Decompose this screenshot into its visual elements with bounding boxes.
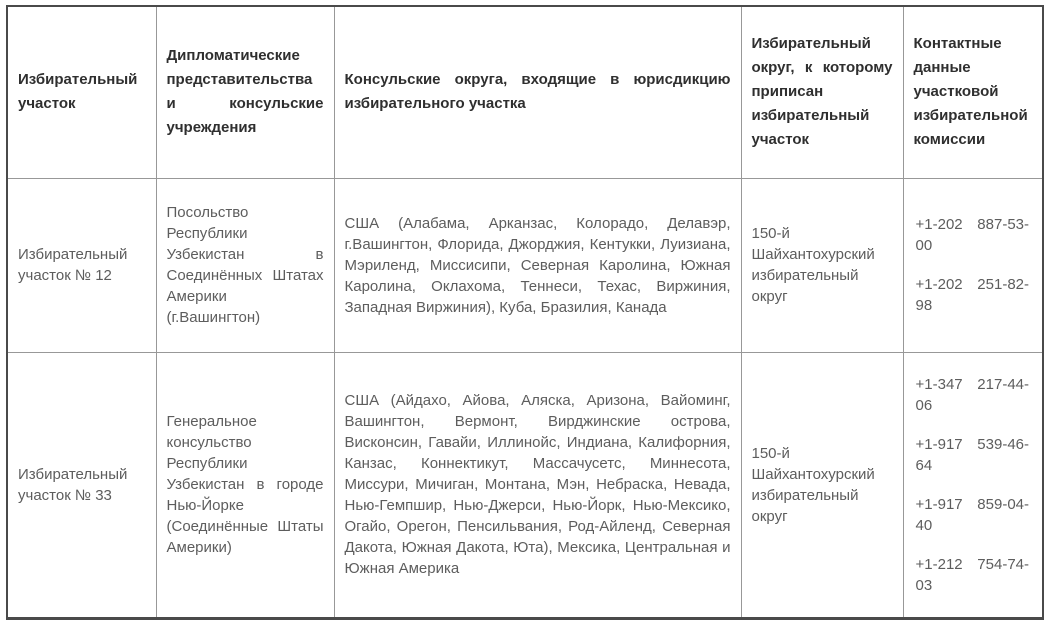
phone-number: +1-347 217-44-06 (915, 375, 1029, 414)
column-header-diplomatic-missions: Дипломатические представительства и консульские учреждения (156, 6, 334, 178)
cell-consular-districts: США (Айдахо, Айова, Аляска, Аризона, Вайоминг, Вашингтон, Вермонт, Вирджинские острова, Висконсин, Гавайи, Иллинойс, Индиана, Калифорния, Канзас, Коннектикут, Массачусетс, Миннесота, Миссури, Мичиган, Монтана, Мэн, Небраска, Невада, Нью-Гемпшир, Нью-Джерси, Нью-Йорк, Нью-Мексико, Огайо, Орегон, Пенсильвания, Род-Айленд, Северная Дакота, Южная Дакота, Юта), Мексика, Центральная и Южная Америка (334, 352, 741, 618)
cell-consular-districts: США (Алабама, Арканзас, Колорадо, Делавэр, г.Вашингтон, Флорида, Джорджия, Кентукки, Луизиана, Мэриленд, Миссисипи, Северная Каролина, Южная Каролина, Оклахома, Теннеси, Техас, Виржиния, Западная Виржиния), Куба, Бразилия, Канада (334, 178, 741, 352)
cell-precinct-number: Избирательный участок № 12 (7, 178, 156, 352)
column-header-electoral-district: Избирательный округ, к которому приписан избирательный участок (741, 6, 903, 178)
header-row (7, 6, 1043, 178)
column-header-contact-details: Контактные данные участковой избирательной комиссии (903, 6, 1043, 178)
cell-contact-phones (903, 352, 1043, 618)
polling-stations-table (6, 5, 1044, 620)
phone-number: +1-917 539-46-64 (915, 435, 1029, 474)
cell-diplomatic-mission: Генеральное консульство Республики Узбекистан в городе Нью-Йорке (Соединённые Штаты Америки) (156, 352, 334, 618)
cell-electoral-district: 150-й Шайхантохурский избирательный округ (741, 352, 903, 618)
table-row-precinct-33 (7, 352, 1043, 618)
phone-number: +1-202 251-82-98 (915, 276, 1029, 314)
column-header-consular-districts: Консульские округа, входящие в юрисдикцию избирательного участка (334, 6, 741, 178)
phone-number: +1-202 887-53-00 (915, 216, 1029, 254)
cell-diplomatic-mission: Посольство Республики Узбекистан в Соединённых Штатах Америки (г.Вашингтон) (156, 178, 334, 352)
column-header-precinct: Избирательный участок (7, 6, 156, 178)
cell-contact-phones (903, 178, 1043, 352)
table-row-precinct-12 (7, 178, 1043, 352)
cell-electoral-district: 150-й Шайхантохурский избирательный округ (741, 178, 903, 352)
phone-number: +1-212 754-74-03 (915, 555, 1029, 594)
phone-number: +1-917 859-04-40 (915, 495, 1029, 534)
cell-precinct-number: Избирательный участок № 33 (7, 352, 156, 618)
